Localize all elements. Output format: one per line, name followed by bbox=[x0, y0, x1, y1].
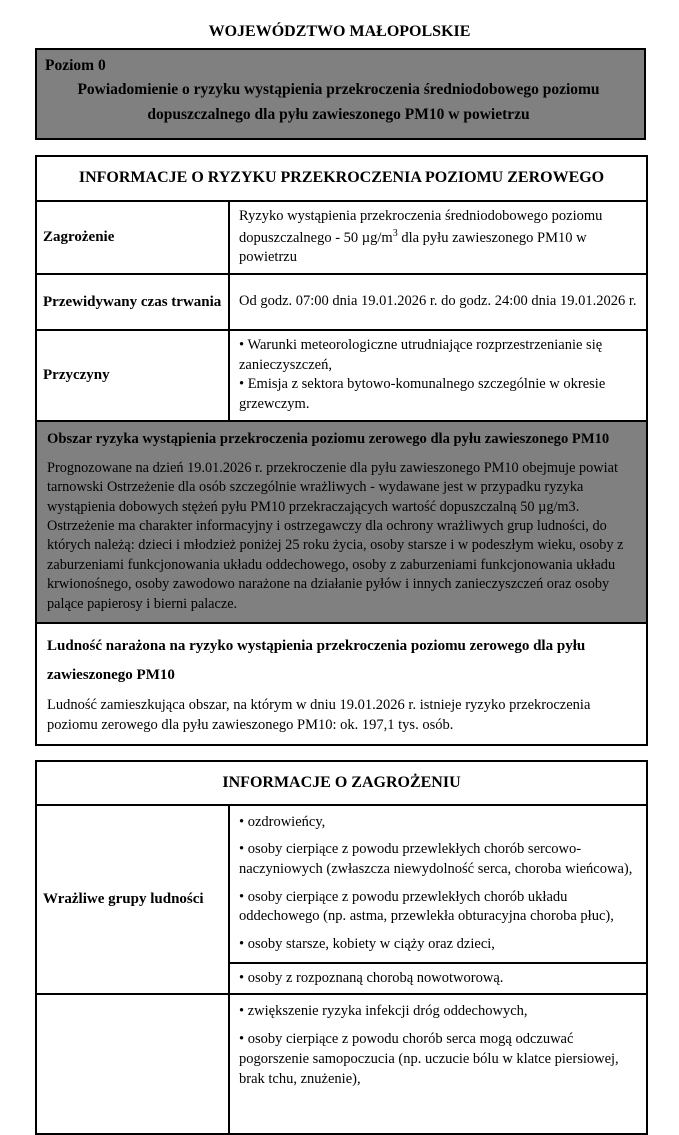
table-row bbox=[36, 201, 647, 274]
duration-label: Przewidywany czas trwania bbox=[36, 274, 229, 330]
bullet-item: • osoby cierpiące z powodu przewlekłych chorób sercowo-naczyniowych (zwłaszcza niewydolność serca, choroba wieńcowa), bbox=[239, 841, 633, 877]
table-row bbox=[36, 274, 647, 330]
bullet-item: • zwiększenie ryzyka infekcji dróg oddechowych, bbox=[239, 1003, 528, 1020]
risk-table-header-row bbox=[36, 156, 647, 201]
risk-area-heading: Obszar ryzyka wystąpienia przekroczenia poziomu zerowego dla pyłu zawieszonego PM10 bbox=[47, 430, 610, 447]
health-effects-list bbox=[229, 994, 647, 1134]
bullet-item: • osoby starsze, kobiety w ciąży oraz dzieci, bbox=[239, 936, 495, 953]
vulnerable-groups-label: Wrażliwe grupy ludności bbox=[36, 805, 229, 995]
page-title: WOJEWÓDZTWO MAŁOPOLSKIE bbox=[208, 23, 471, 40]
bullet-item: • ozdrowieńcy, bbox=[239, 813, 326, 830]
bullet-item: • osoby z rozpoznaną chorobą nowotworową. bbox=[239, 969, 504, 986]
population-body: Ludność zamieszkująca obszar, na którym w dniu 19.01.2026 r. istnieje ryzyko przekroczenia poziomu zerowego dla pyłu zawieszonego PM10: ok. 197,1 tys. osób. bbox=[47, 697, 591, 734]
risk-info-table bbox=[35, 155, 648, 746]
causes-value bbox=[229, 330, 647, 421]
risk-table-header: INFORMACJE O RYZYKU PRZEKROCZENIA POZIOMU ZEROWEGO bbox=[36, 156, 647, 201]
population-section bbox=[36, 623, 647, 745]
vulnerable-groups-list-2 bbox=[229, 963, 647, 995]
table-row bbox=[36, 421, 647, 623]
table-row bbox=[36, 623, 647, 745]
alert-level-banner bbox=[35, 48, 646, 140]
threat-value-text: Ryzyko wystąpienia przekroczenia średniodobowego poziomu dopuszczalnego - 50 µg/m bbox=[239, 207, 603, 246]
bullet-item: • Emisja z sektora bytowo-komunalnego szczególnie w okresie grzewczym. bbox=[239, 376, 606, 412]
hazard-table-header: INFORMACJE O ZAGROŻENIU bbox=[36, 761, 647, 805]
hazard-info-table bbox=[35, 760, 648, 1135]
health-effects-label bbox=[36, 994, 229, 1134]
risk-area-section bbox=[36, 421, 647, 623]
causes-label: Przyczyny bbox=[36, 330, 229, 421]
threat-value-text-2: dla pyłu zawieszonego PM10 w powietrzu bbox=[239, 229, 587, 266]
table-row bbox=[36, 994, 647, 1134]
superscript-3: 3 bbox=[392, 227, 398, 239]
threat-label: Zagrożenie bbox=[36, 201, 229, 274]
hazard-table-header-row bbox=[36, 761, 647, 805]
alert-level-text: Poziom 0 bbox=[45, 57, 106, 75]
bullet-item: • osoby cierpiące z powodu przewlekłych chorób układu oddechowego (np. astma, przewlekła obturacyjna choroba płuc), bbox=[239, 888, 614, 925]
table-row bbox=[36, 330, 647, 421]
risk-area-body: Prognozowane na dzień 19.01.2026 r. przekroczenie dla pyłu zawieszonego PM10 obejmuje powiat tarnowski Ostrzeżenie dla osób szczególnie wrażliwych - wydawane jest w przypadku ryzyka wystąpienia dobowych stężeń pyłu PM10 przekraczających wartość dopuszczalną 50 µg/m3. Ostrzeżenie ma charakter informacyjny i ostrzegawczy dla ochrony wrażliwych grup ludności, do których należą: dzieci i młodzież poniżej 25 roku życia, osoby starsze i w podeszłym wieku, osoby z zaburzeniami funkcjonowania układu oddechowego, osoby z zaburzeniami funkcjonowania układu krwionośnego, osoby zawodowo narażone na działanie pyłów i innych zanieczyszczeń oraz osoby palące papierosy i bierni palacze. bbox=[47, 459, 624, 612]
threat-value bbox=[229, 201, 647, 274]
hazard-table-region bbox=[35, 760, 648, 1087]
alert-message-text: Powiadomienie o ryzyku wystąpienia przekroczenia średniodobowego poziomu dopuszczalnego dla pyłu zawieszonego PM10 w powietrzu bbox=[77, 81, 600, 123]
table-row bbox=[36, 805, 647, 963]
duration-value: Od godz. 07:00 dnia 19.01.2026 r. do godz. 24:00 dnia 19.01.2026 r. bbox=[229, 274, 647, 330]
vulnerable-groups-list bbox=[229, 805, 647, 963]
bullet-item: • Warunki meteorologiczne utrudniające rozprzestrzenianie się zanieczyszczeń, bbox=[239, 336, 603, 373]
bullet-item: • osoby cierpiące z powodu chorób serca mogą odczuwać pogorszenie samopoczucia (np. uczucie bólu w klatce piersiowej, brak tchu, znużenie), bbox=[239, 1031, 619, 1087]
population-heading: Ludność narażona na ryzyko wystąpienia przekroczenia poziomu zerowego dla pyłu zawieszonego PM10 bbox=[47, 638, 586, 683]
